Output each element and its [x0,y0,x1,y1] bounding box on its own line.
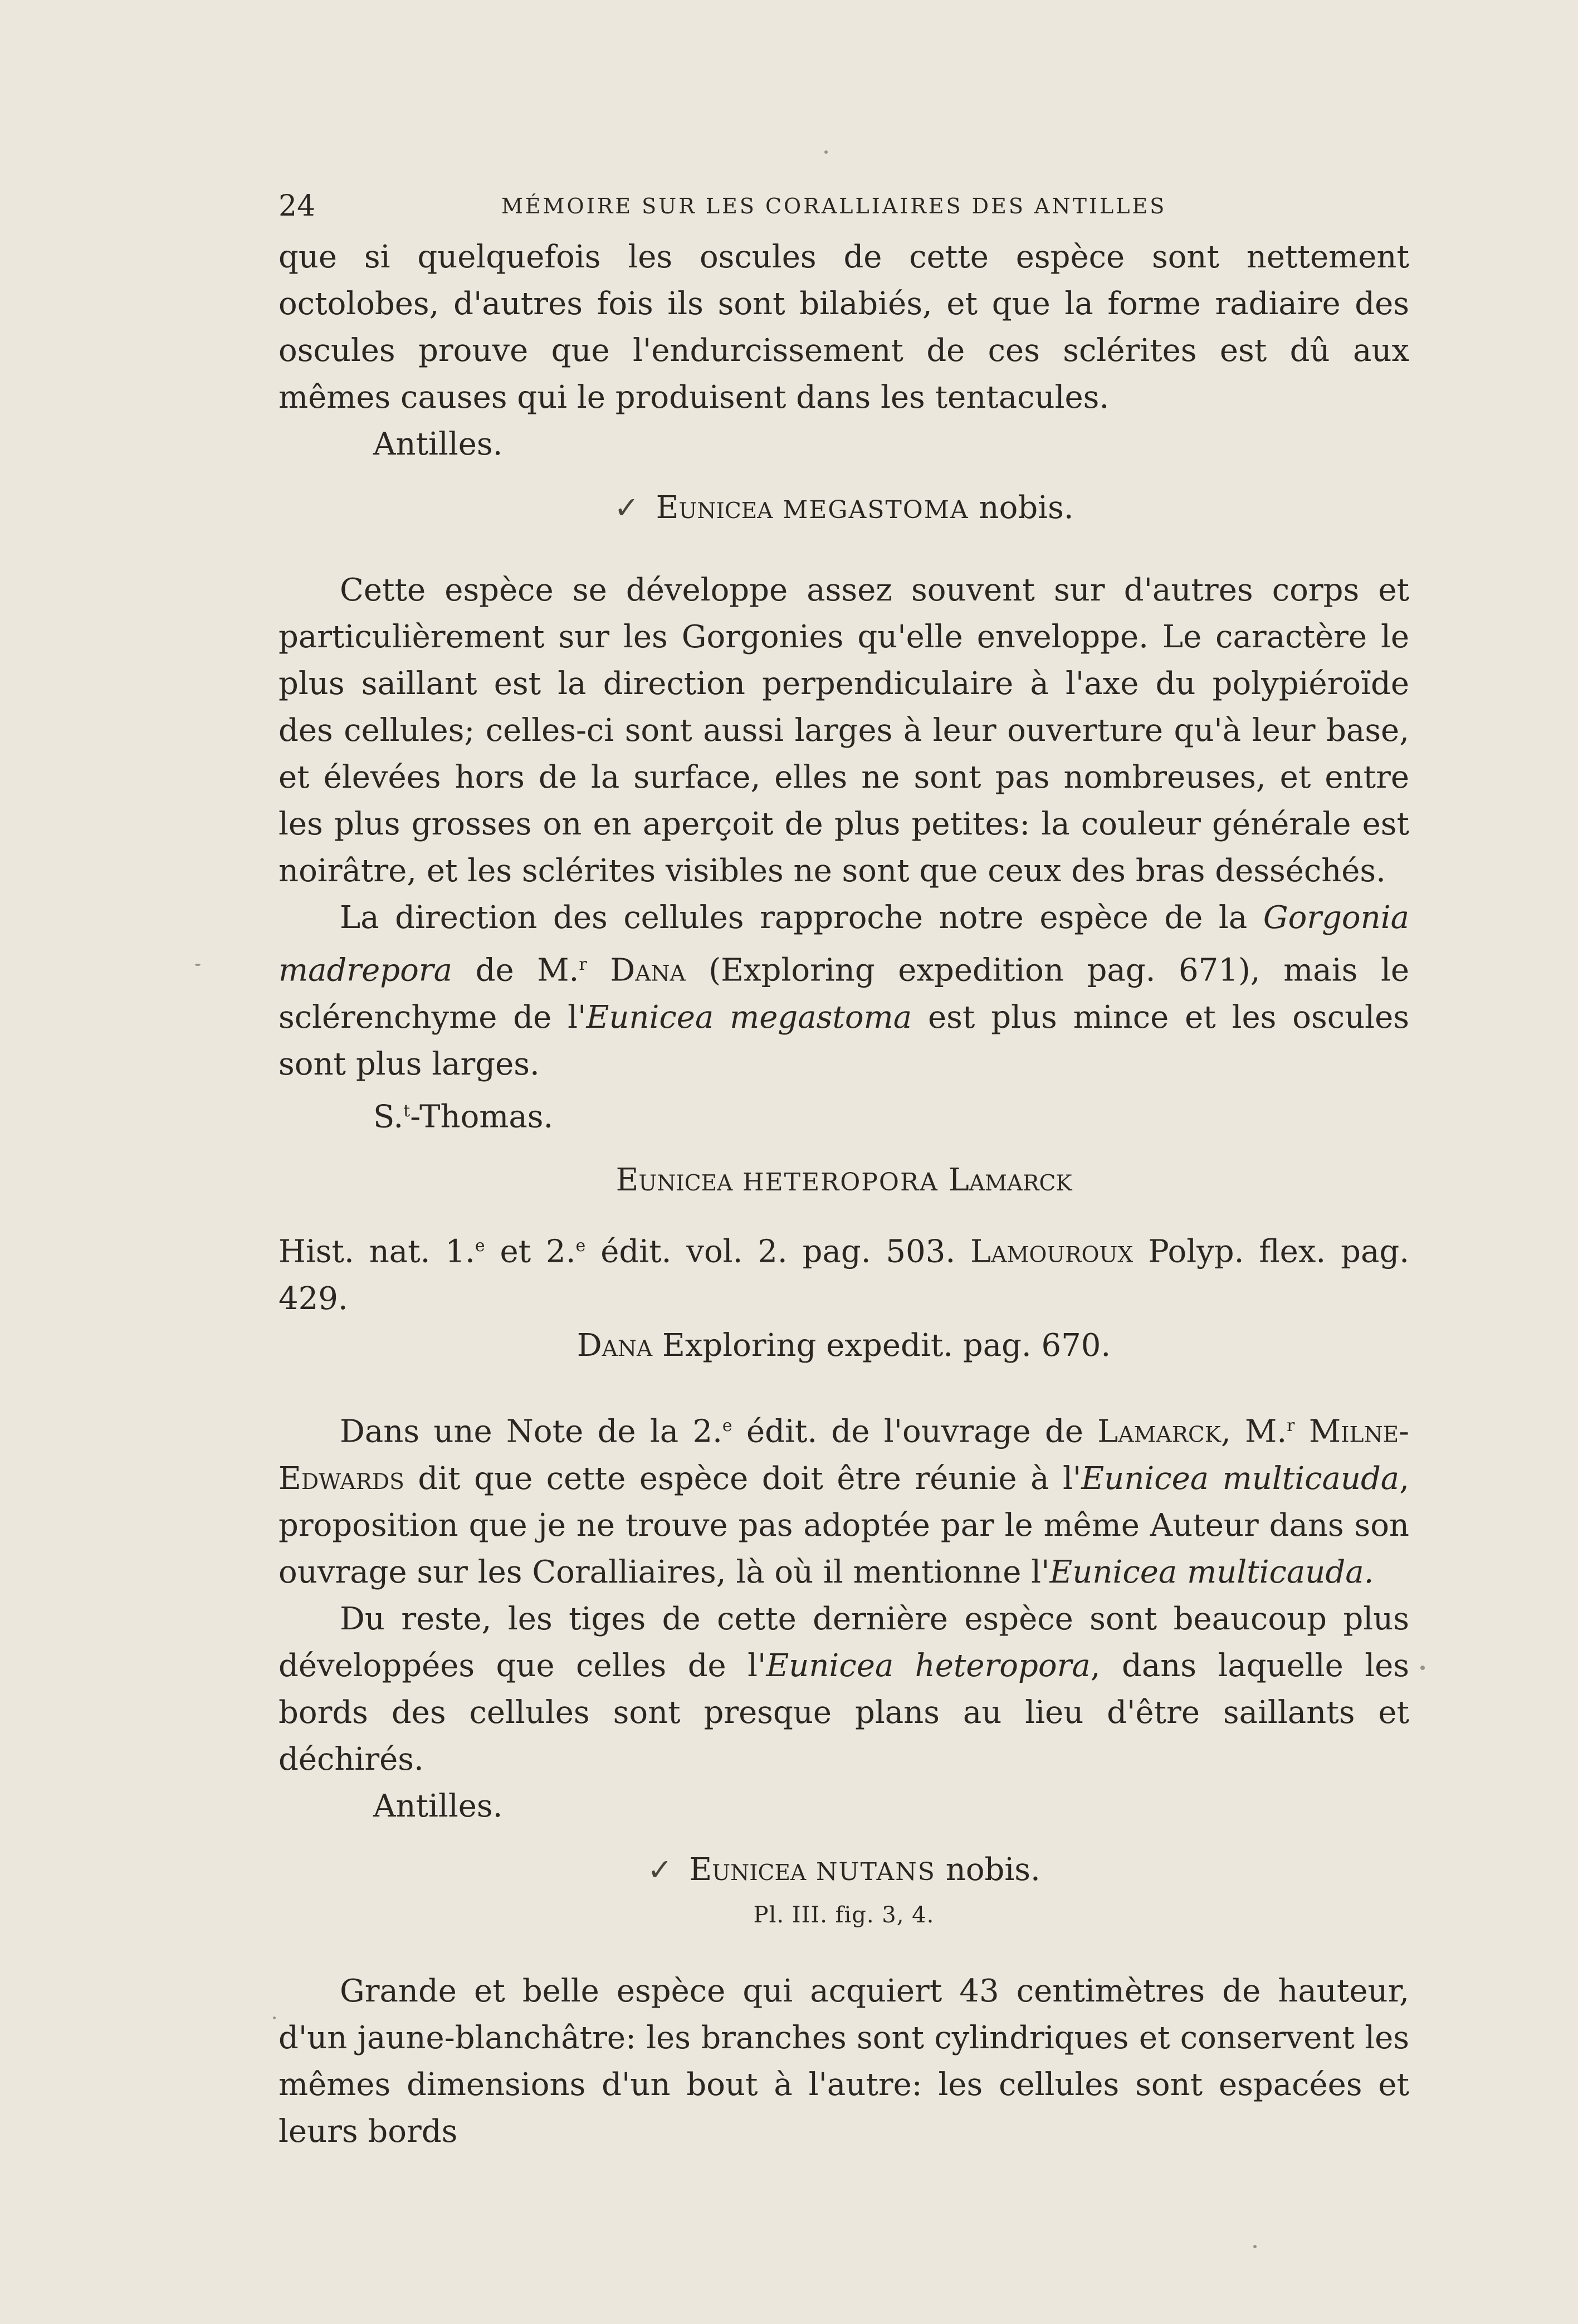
author-name: Lamouroux [970,1233,1134,1270]
species-heading-megastoma [279,485,1409,534]
check-mark-icon: ✓ [614,490,639,525]
genus-name: Eunicea [615,1162,733,1199]
taxon-name: Gorgonia madrepora [279,900,1409,989]
species-author: nobis. [945,1851,1040,1888]
author-name: Lamarck [1097,1413,1221,1450]
taxon-name: Eunicea heteropora [766,1647,1091,1684]
genus-name: Eunicea [689,1851,807,1888]
genus-name: Eunicea [656,490,773,526]
species-heading-heteropora [279,1157,1409,1206]
megastoma-description: Cette espèce se développe assez souvent sur d'autres corps et particulièrement sur les Gorgonies qu'elle enveloppe. Le caractère le plus saillant est la direction perpendiculaire à l'axe du polypiéroïde des cellules; celles-ci sont aussi larges à leur ouverture qu'à leur base, et élevées hors de la surface, elles ne sont pas nombreuses, et entre les plus grosses on en aperçoit de plus petites: la couleur générale est noirâtre, et les sclérites visibles ne sont que ceux des bras desséchés. [279,572,1409,889]
text-run: Polyp. flex. pag. 429. [279,1233,1409,1317]
heteropora-note [279,1403,1409,1596]
author-name: Dana [610,952,686,989]
text-run: Hist. nat. 1. [279,1233,475,1270]
author-name: Milne-Edwards [279,1413,1409,1497]
running-header [279,189,1225,223]
intro-locality: Antilles. [373,426,503,462]
author-name: Dana [577,1327,653,1364]
intro-paragraph: que si quelquefois les oscules de cette espèce sont nettement octolobes, d'autres fois ils sont bilabiés, et que la forme radiaire des oscules prouve que l'endurcissement de ces sclérites est dû aux mêmes causes qui le produisent dans les tentacules. [279,239,1409,416]
text-run: , M. [1220,1413,1287,1450]
page-number: 24 [279,189,316,223]
running-title: MÉMOIRE SUR LES CORALLIAIRES DES ANTILLES [501,194,1167,218]
text-run: , proposition que je ne trouve pas adoptée par le même Auteur dans son ouvrage sur les Coralliaires, là où il mentionne l' [279,1460,1409,1590]
text-run: S. [373,1098,404,1135]
taxon-name: Eunicea multicauda [1081,1460,1400,1497]
heteropora-locality: Antilles. [373,1788,503,1824]
heteropora-comparison [279,1596,1409,1783]
heteropora-references [279,1223,1409,1369]
text-run: édit. vol. 2. pag. 503. [600,1233,956,1270]
text-run: Dans une Note de la 2. [340,1413,722,1450]
paper-speck [1253,2245,1257,2248]
text-run: dit que cette espèce doit être réunie à l' [418,1460,1082,1497]
paper-speck [273,2017,276,2019]
megastoma-comparison [279,895,1409,1088]
superscript: r [1287,1415,1295,1436]
nutans-description: Grande et belle espèce qui acquiert 43 centimètres de hauteur, d'un jaune-blanchâtre: les branches sont cylindriques et conservent les mêmes dimensions d'un bout à l'autre: les cellules sont espacées et leurs bords [279,1973,1409,2150]
species-author: Lamarck [948,1162,1072,1199]
reference-line [279,1322,1409,1369]
reference-line [279,1223,1409,1322]
paper-speck [1420,1666,1425,1670]
page-body [279,234,1409,2155]
species-author: nobis. [979,490,1074,526]
text-run: et 2. [500,1233,576,1270]
superscript: e [722,1415,732,1436]
taxon-name: Eunicea multicauda. [1049,1554,1374,1590]
text-run: Du reste, les tiges de cette dernière espèce sont beaucoup plus développées que celles de l' [279,1600,1409,1684]
species-name: HETEROPORA [742,1168,939,1197]
species-name: NUTANS [815,1857,936,1886]
paper-speck [195,964,201,966]
superscript: e [475,1236,485,1256]
megastoma-locality [279,1088,1409,1141]
superscript: r [579,955,587,974]
paper-speck [824,150,828,154]
text-run: -Thomas. [410,1098,554,1135]
text-run: Exploring expedit. pag. 670. [662,1327,1111,1364]
text-run: édit. de l'ouvrage de [746,1413,1083,1450]
superscript: e [575,1236,586,1256]
plate-reference: Pl. III. fig. 3, 4. [753,1902,935,1928]
species-name: MEGASTOMA [783,496,969,524]
taxon-name: Eunicea megastoma [586,999,912,1036]
text-run: , dans laquelle les bords des cellules sont presque plans au lieu d'être saillants et déchirés. [279,1647,1409,1778]
text-run: (Exploring expedition pag. 671), mais le sclérenchyme de l' [279,952,1409,1036]
text-run: de M. [475,952,579,989]
species-heading-nutans [279,1847,1409,1896]
text-run: est plus mince et les oscules sont plus larges. [279,999,1409,1082]
text-run: La direction des cellules rapproche notre espèce de la [340,900,1248,936]
check-mark-icon: ✓ [647,1852,673,1887]
superscript: t [403,1101,411,1121]
